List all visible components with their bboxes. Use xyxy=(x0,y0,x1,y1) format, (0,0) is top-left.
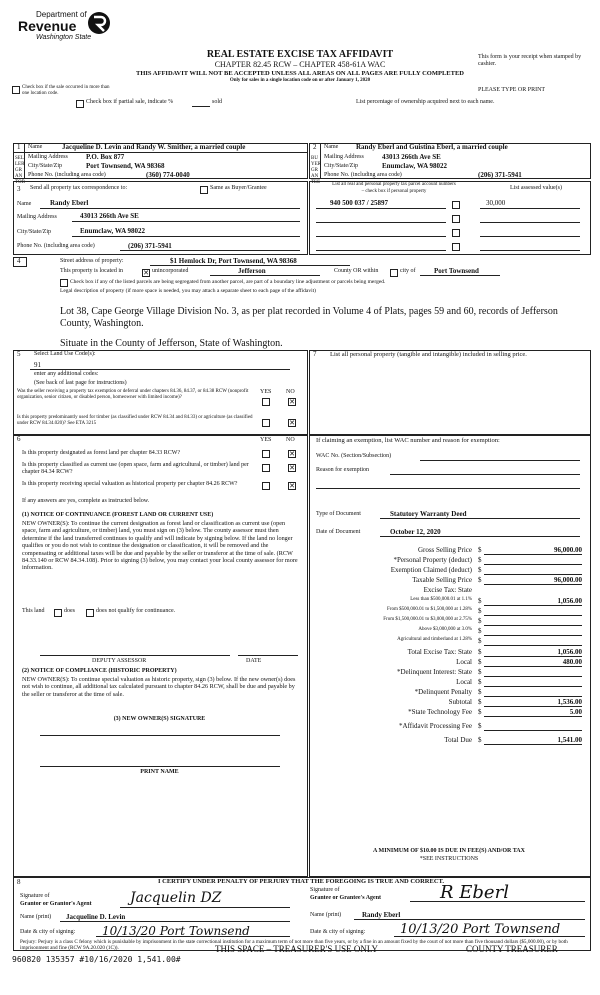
total-excise-state-label: Total Excise Tax: State xyxy=(407,648,472,656)
segregated-checkbox[interactable] xyxy=(60,279,68,287)
tier-2-label: From $500,000.01 to $1,500,000 at 1.28% xyxy=(387,607,472,612)
parcels-header-1: List all real and personal property tax parcel account numbers xyxy=(332,182,456,187)
tier-5-line xyxy=(484,645,582,646)
section-1-number: 1 xyxy=(17,143,21,151)
unincorporated-checkbox[interactable]: ✕ xyxy=(143,269,149,277)
revenue-logo-icon xyxy=(86,10,112,36)
parcel-2-personal-checkbox[interactable] xyxy=(452,215,460,223)
section-4-number: 4 xyxy=(17,257,21,265)
subtotal-dollar: $ xyxy=(478,698,482,706)
legal-situate: Situate in the County of Jefferson, State of Washington. xyxy=(60,338,283,349)
assessed-value-1: 30,000 xyxy=(486,199,506,207)
affidavit-processing-fee-label: *Affidavit Processing Fee xyxy=(399,722,472,730)
notice-2-body: NEW OWNER(S): To continue special valuation as historic property, sign (3) below. If the new owner(s) does not wish to continue, all additional tax calculated pursuant to chapter 84.26 RCW, shall be due and payable by the seller or transferor at the time of sale. xyxy=(22,676,296,698)
partial-sale-label: Check box if partial sale, indicate % xyxy=(86,99,174,105)
tier-1-value: 1,056.00 xyxy=(557,597,582,605)
section-6-number: 6 xyxy=(17,435,21,443)
s6-q1: Is this property designated as forest land per chapter 84.33 RCW? xyxy=(22,450,181,456)
state-technology-fee-dollar: $ xyxy=(478,708,482,716)
correspondence-label: Send all property tax correspondence to: xyxy=(30,185,128,191)
delinquent-interest-state-dollar: $ xyxy=(478,668,482,676)
new-owner-signature-label: (3) NEW OWNER(S) SIGNATURE xyxy=(113,716,206,722)
county-treasurer: COUNTY TREASURER xyxy=(466,944,558,954)
unincorporated-label: unincorporated xyxy=(152,268,189,274)
parcel-3-personal-checkbox[interactable] xyxy=(452,229,460,237)
tier-3-label: From $1,500,000.01 to $3,000,000 at 2.75% xyxy=(383,617,472,622)
corr-city: Enumclaw, WA 98022 xyxy=(80,227,146,235)
state-technology-fee-line xyxy=(484,716,582,717)
street-label: Street address of property: xyxy=(60,258,124,264)
exemption-label: If claiming an exemption, list WAC number and reason for exemption: xyxy=(316,437,500,444)
total-due-line xyxy=(484,744,582,745)
seller-city: Port Townsend, WA 98368 xyxy=(86,162,165,170)
buyer-name: Randy Eberl and Guistina Eberl, a married couple xyxy=(356,143,508,151)
land-use-q1: Was the seller receiving a property tax exemption or deferral under chapters 84.36, 84.37, or 84.38 RCW (nonprofit organization, senior citizen, or disabled person, homeowner with limited income)? xyxy=(17,389,249,400)
buyer-city-label: City/State/Zip xyxy=(324,163,358,169)
delinquent-penalty-label: *Delinquent Penalty xyxy=(414,688,472,696)
grantor-name-label: Name (print) xyxy=(20,914,52,920)
legal-label: Legal description of property (if more space is needed, you may attach a separate sheet to each page of the affidavit) xyxy=(60,288,316,294)
notice-2-title: (2) NOTICE OF COMPLIANCE (HISTORIC PROPERTY) xyxy=(22,668,177,674)
additional-codes-label: enter any additional codes: xyxy=(34,371,99,377)
tier-4-label: Above $3,000,000 at 3.0% xyxy=(418,627,472,632)
seller-name: Jacqueline D. Levin and Randy W. Smither, a married couple xyxy=(62,143,246,151)
taxable-selling-price-label: Taxable Selling Price xyxy=(412,576,472,584)
assessed-header: List assessed value(s) xyxy=(510,185,562,191)
delinquent-interest-local-dollar: $ xyxy=(478,678,482,686)
wac-label: WAC No. (Section/Subsection) xyxy=(316,453,392,459)
multi-location-label: Check box if the sale occurred in more than one location code. xyxy=(22,85,110,96)
s6-q3-yes-checkbox[interactable] xyxy=(262,482,270,490)
partial-percent-line xyxy=(192,106,210,107)
doc-type: Statutory Warranty Deed xyxy=(390,510,467,518)
grantee-signature: R Eberl xyxy=(440,882,509,903)
buyer-mailing-label: Mailing Address xyxy=(324,154,364,160)
doc-type-label: Type of Document xyxy=(316,511,361,517)
exemption-deduct-label: Exemption Claimed (deduct) xyxy=(390,566,472,574)
logo xyxy=(12,10,122,46)
parcel-4-personal-checkbox[interactable] xyxy=(452,243,460,251)
delinquent-interest-local-line xyxy=(484,686,582,687)
excise-local-label: Local xyxy=(456,658,472,666)
tier-3-line xyxy=(484,625,582,626)
tier-3-dollar: $ xyxy=(478,617,482,625)
q2-no-checkbox[interactable]: ✕ xyxy=(289,419,295,427)
seller-name-label: Name xyxy=(28,144,43,150)
grantor-sig-label-2: Grantor or Grantor's Agent xyxy=(20,901,92,907)
q1-yes-checkbox[interactable] xyxy=(262,398,270,406)
perjury-note: Perjury: Perjury is a class C felony which is punishable by imprisonment in the state correctional institution for a maximum term of not more than five years, or by a fine in an amount fixed by the court of not more than five thousand dollars ($5,000.00), or by both imprisonment and fine (RCW 9A.20.020 (1C)). xyxy=(20,939,568,951)
land-does-label: does xyxy=(64,608,75,614)
land-does-not-checkbox[interactable] xyxy=(86,609,94,617)
total-due-label: Total Due xyxy=(444,736,472,744)
deputy-date-label: DATE xyxy=(246,658,262,664)
doc-date: October 12, 2020 xyxy=(390,528,441,536)
corr-city-label: City/State/Zip xyxy=(17,229,51,235)
grantor-date-label: Date & city of signing: xyxy=(20,929,76,935)
s6-q2-no-checkbox[interactable]: ✕ xyxy=(289,464,295,472)
excise-local-dollar: $ xyxy=(478,658,482,666)
land-use-yes-header: YES xyxy=(260,389,272,395)
gross-selling-price-dollar: $ xyxy=(478,546,482,554)
city-label: city of xyxy=(400,268,416,274)
delinquent-penalty-dollar: $ xyxy=(478,688,482,696)
see-instructions: *SEE INSTRUCTIONS xyxy=(419,856,479,862)
personal-property-deduct-label: *Personal Property (deduct) xyxy=(393,556,472,564)
buyer-mailing: 43013 266th Ave SE xyxy=(382,153,441,161)
form-title: REAL ESTATE EXCISE TAX AFFIDAVIT xyxy=(206,49,394,60)
gross-selling-price-line xyxy=(484,554,582,555)
tier-5-dollar: $ xyxy=(478,637,482,645)
notice-1-title: (1) NOTICE OF CONTINUANCE (FOREST LAND OR CURRENT USE) xyxy=(22,512,214,518)
seller-phone: (360) 774-0040 xyxy=(146,171,190,179)
legal-description: Lot 38, Cape George Village Division No. 3, as per plat recorded in Volume 4 of Plats, pages 59 and 60, records of Jefferson County, Washington. xyxy=(60,306,558,329)
form-subtitle: CHAPTER 82.45 RCW – CHAPTER 458-61A WAC xyxy=(214,60,386,69)
grantor-name: Jacqueline D. Levin xyxy=(66,913,126,921)
doc-date-label: Date of Document xyxy=(316,529,361,535)
same-as-buyer-label: Same as Buyer/Grantee xyxy=(210,185,267,191)
treasurer-use: THIS SPACE – TREASURER'S USE ONLY xyxy=(215,944,379,954)
tier-4-dollar: $ xyxy=(478,627,482,635)
see-back-note: (See back of last page for instructions) xyxy=(34,380,127,386)
personal-property-text: List all personal property (tangible and intangible) included in selling price. xyxy=(330,351,527,358)
s6-q1-no-checkbox[interactable]: ✕ xyxy=(289,450,295,458)
buyer-side-label: BUYER GRANTEE xyxy=(311,156,321,185)
reason-label: Reason for exemption xyxy=(316,467,369,473)
logo-line-1: Department of xyxy=(36,10,87,19)
land-does-not-label: does not qualify for continuance. xyxy=(96,608,176,614)
same-as-buyer-checkbox[interactable] xyxy=(200,186,208,194)
grantor-date-city: 10/13/20 Port Townsend xyxy=(102,924,250,938)
receipt-note: This form is your receipt when stamped by cashier. xyxy=(478,54,582,67)
total-excise-state-value: 1,056.00 xyxy=(557,648,582,656)
taxable-selling-price-dollar: $ xyxy=(478,576,482,584)
city-checkbox[interactable] xyxy=(390,269,398,277)
q1-no-checkbox[interactable]: ✕ xyxy=(289,398,295,406)
grantor-sig-label-1: Signature of xyxy=(20,893,50,899)
street-address: $1 Hemlock Dr, Port Townsend, WA 98368 xyxy=(170,257,297,265)
corr-name-label: Name xyxy=(17,201,32,207)
section-3-number: 3 xyxy=(17,185,21,193)
affidavit-processing-fee-line xyxy=(484,730,582,731)
city-value: Port Townsend xyxy=(434,267,479,275)
deputy-assessor-label: DEPUTY ASSESSOR xyxy=(92,658,147,664)
corr-phone-label: Phone No. (including area code) xyxy=(17,243,95,249)
only-sales-note: Only for sales in a single location code on or after January 1, 2020 xyxy=(229,78,371,83)
subtotal-value: 1,536.00 xyxy=(557,698,582,706)
s6-q2: Is this property classified as current use (open space, farm and agricultural, or timber) land per chapter 84.34 RCW? xyxy=(22,462,249,475)
s6-q2-yes-checkbox[interactable] xyxy=(262,464,270,472)
section-7-number: 7 xyxy=(313,350,317,358)
s6-q3-no-checkbox[interactable]: ✕ xyxy=(289,482,295,490)
s6-q3: Is this property receiving special valuation as historical property per chapter 84.26 RCW? xyxy=(22,481,238,487)
exemption-deduct-dollar: $ xyxy=(478,566,482,574)
tier-5-label: Agricultural and timberland at 1.28% xyxy=(397,637,472,642)
ownership-note: List percentage of ownership acquired next to each name. xyxy=(356,99,495,105)
seller-mailing: P.O. Box 877 xyxy=(86,153,125,161)
section-2-number: 2 xyxy=(313,143,317,151)
parcel-number-1: 940 500 037 / 25897 xyxy=(330,199,388,207)
excise-local-line xyxy=(484,666,582,667)
grantee-date-city: 10/13/20 Port Townsend xyxy=(400,922,561,937)
land-use-no-header: NO xyxy=(286,389,295,395)
grantor-signature: Jacquelin DZ xyxy=(130,890,222,906)
delinquent-penalty-line xyxy=(484,696,582,697)
partial-sold-label: sold xyxy=(212,99,223,105)
certify-statement: I CERTIFY UNDER PENALTY OF PERJURY THAT THE FOREGOING IS TRUE AND CORRECT. xyxy=(157,878,444,885)
land-use-q2: Is this property predominantly used for timber (as classified under RCW 84.34 and 84.33) or agriculture (as classified under RCW 84.34.020)? See ETA 3215 xyxy=(17,415,253,426)
delinquent-interest-state-line xyxy=(484,676,582,677)
total-due-value: 1,541.00 xyxy=(557,736,582,744)
s6-yes-header: YES xyxy=(260,437,272,443)
q2-yes-checkbox[interactable] xyxy=(262,419,270,427)
buyer-phone: (206) 371-5941 xyxy=(478,171,522,179)
grantee-sig-label-2: Grantee or Grantee's Agent xyxy=(310,895,382,901)
subtotal-label: Subtotal xyxy=(448,698,472,706)
tier-4-line xyxy=(484,635,582,636)
excise-tax-state-label: Excise Tax: State xyxy=(423,586,472,594)
parcels-header-2: – check box if personal property xyxy=(361,189,427,194)
total-excise-state-dollar: $ xyxy=(478,648,482,656)
delinquent-interest-state-label: *Delinquent Interest: State xyxy=(396,668,472,676)
seller-phone-label: Phone No. (including area code) xyxy=(28,172,106,178)
land-does-checkbox[interactable] xyxy=(54,609,62,617)
cashier-stamp: 960820 135357 #10/16/2020 1,541.00# xyxy=(12,955,181,964)
section-8-number: 8 xyxy=(17,878,21,886)
section-5-number: 5 xyxy=(17,350,21,358)
multi-location-checkbox[interactable] xyxy=(12,86,20,94)
grantee-name-label: Name (print) xyxy=(310,912,342,918)
print-name-label: PRINT NAME xyxy=(140,769,179,775)
buyer-name-label: Name xyxy=(324,144,339,150)
total-due-dollar: $ xyxy=(478,736,482,744)
gross-selling-price-label: Gross Selling Price xyxy=(417,546,472,554)
tier-2-line xyxy=(484,615,582,616)
tier-1-label: Less than $500,000.01 at 1.1% xyxy=(410,597,472,602)
minimum-note: A MINIMUM OF $10.00 IS DUE IN FEE(S) AND/OR TAX xyxy=(373,848,525,854)
logo-line-2: Revenue xyxy=(18,18,77,34)
taxable-selling-price-line xyxy=(484,584,582,585)
partial-sale-checkbox[interactable] xyxy=(76,100,84,108)
located-label: This property is located in xyxy=(60,268,123,274)
gross-selling-price-value: 96,000.00 xyxy=(554,546,582,554)
buyer-phone-label: Phone No. (including area code) xyxy=(324,172,402,178)
grantee-name: Randy Eberl xyxy=(362,911,401,919)
exemption-deduct-line xyxy=(484,574,582,575)
section-7-personal-property xyxy=(309,350,591,435)
notice-1-body: NEW OWNER(S): To continue the current designation as forest land or classification as current use (open space, farm and agriculture, or timber) land, you must sign on (3) below. The county assessor must then determine if the land transferred continues to qualify and will indicate by signing below. If the land no longer qualifies or you do not wish to continue the designation or classification, it will be removed and the compensating or additional taxes will be due and payable by the seller or transferor at the time of sale. (RCW 84.33.140 or RCW 84.34.108). Prior to signing (3) below, you may contact your local county assessor for more information. xyxy=(22,520,298,572)
seller-side-label: SELLER GRANTOR xyxy=(15,156,25,185)
tier-1-line xyxy=(484,605,582,606)
state-technology-fee-label: *State Technology Fee xyxy=(408,708,472,716)
please-type: PLEASE TYPE OR PRINT xyxy=(478,87,546,93)
this-land-label: This land xyxy=(22,608,45,614)
land-use-label: Select Land Use Code(s): xyxy=(34,351,96,357)
logo-line-3: Washington State xyxy=(36,34,92,41)
corr-mailing: 43013 266th Ave SE xyxy=(80,212,139,220)
county-value: Jefferson xyxy=(238,267,266,275)
grantee-date-label: Date & city of signing: xyxy=(310,929,366,935)
seller-city-label: City/State/Zip xyxy=(28,163,62,169)
county-label: County OR within xyxy=(334,268,379,274)
state-technology-fee-value: 5.00 xyxy=(569,708,582,716)
tier-2-dollar: $ xyxy=(478,607,482,615)
form-warning: THIS AFFIDAVIT WILL NOT BE ACCEPTED UNLESS ALL AREAS ON ALL PAGES ARE FULLY COMPLETED xyxy=(136,70,464,77)
personal-property-deduct-line xyxy=(484,564,582,565)
affidavit-processing-fee-dollar: $ xyxy=(478,722,482,730)
delinquent-interest-local-label: Local xyxy=(456,678,472,686)
s6-q1-yes-checkbox[interactable] xyxy=(262,450,270,458)
parcel-1-personal-checkbox[interactable] xyxy=(452,201,460,209)
tier-1-dollar: $ xyxy=(478,597,482,605)
s6-if-yes: If any answers are yes, complete as instructed below. xyxy=(22,498,150,504)
land-use-code: 91 xyxy=(34,361,41,369)
segregated-label: Check box if any of the listed parcels are being segregated from another parcel, are part of a boundary line adjustment or parcels being merged. xyxy=(70,279,386,285)
s6-no-header: NO xyxy=(286,437,295,443)
seller-mailing-label: Mailing Address xyxy=(28,154,68,160)
corr-name: Randy Eberl xyxy=(50,199,89,207)
buyer-city: Enumclaw, WA 98022 xyxy=(382,162,448,170)
corr-mailing-label: Mailing Address xyxy=(17,214,57,220)
taxable-selling-price-value: 96,000.00 xyxy=(554,576,582,584)
subtotal-line xyxy=(484,706,582,707)
grantee-sig-label-1: Signature of xyxy=(310,887,340,893)
excise-local-value: 480.00 xyxy=(562,658,582,666)
total-excise-state-line xyxy=(484,656,582,657)
personal-property-deduct-dollar: $ xyxy=(478,556,482,564)
corr-phone: (206) 371-5941 xyxy=(128,242,172,250)
